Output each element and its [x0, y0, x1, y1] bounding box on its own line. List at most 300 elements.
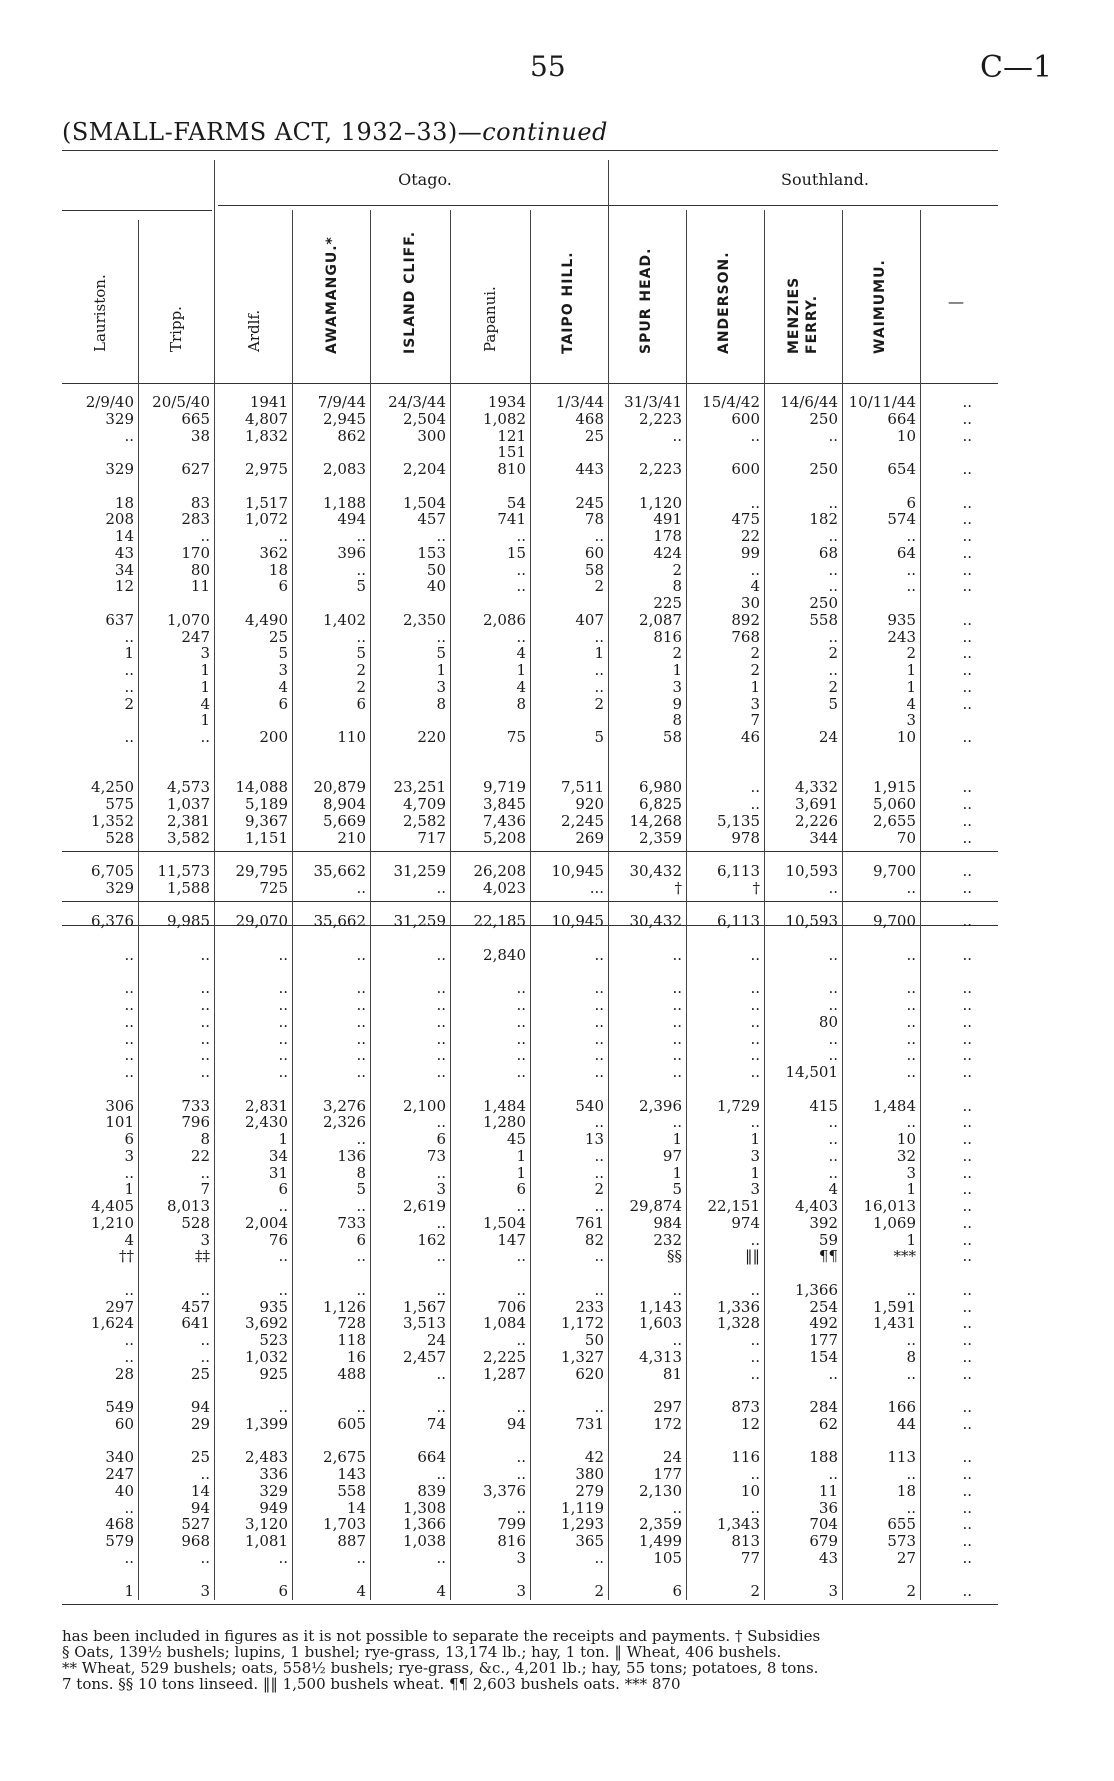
column-header: Tripp. — [167, 306, 185, 352]
table-cell: .. — [356, 1030, 366, 1048]
table-cell: 50 — [426, 561, 446, 579]
table-cell: .. — [436, 1164, 446, 1182]
table-cell: 1,210 — [91, 1214, 134, 1232]
table-cell: .. — [516, 979, 526, 997]
table-cell: .. — [828, 996, 838, 1014]
table-cell: .. — [278, 1247, 288, 1265]
table-cell: 73 — [426, 1147, 446, 1165]
table-cell: 5,060 — [873, 795, 916, 813]
table-cell: 250 — [809, 460, 838, 478]
table-cell: .. — [906, 996, 916, 1014]
table-cell: .. — [124, 628, 134, 646]
table-cell: .. — [962, 1314, 972, 1332]
table-cell: 1 — [200, 678, 210, 696]
table-cell: .. — [672, 996, 682, 1014]
table-cell: .. — [436, 1465, 446, 1483]
table-cell: 254 — [809, 1298, 838, 1316]
table-cell: .. — [906, 1046, 916, 1064]
table-cell: 9,367 — [245, 812, 288, 830]
table-cell: 7,436 — [483, 812, 526, 830]
table-cell: .. — [962, 912, 972, 930]
table-cell: 887 — [337, 1532, 366, 1550]
table-cell: 3 — [516, 1582, 526, 1600]
table-cell: 1 — [672, 1164, 682, 1182]
table-cell: 59 — [818, 1231, 838, 1249]
table-cell: .. — [124, 1348, 134, 1366]
table-cell: 1,832 — [245, 427, 288, 445]
table-cell: 31,259 — [393, 862, 446, 880]
table-cell: 637 — [105, 611, 134, 629]
table-cell: 1934 — [487, 393, 526, 411]
table-cell: 1,328 — [717, 1314, 760, 1332]
table-cell: 94 — [506, 1415, 526, 1433]
table-cell: .. — [962, 1197, 972, 1215]
table-cell: 1,287 — [483, 1365, 526, 1383]
table-cell: .. — [962, 1231, 972, 1249]
table-cell: .. — [200, 1046, 210, 1064]
table-cell: .. — [200, 1281, 210, 1299]
table-cell: 4 — [436, 1582, 446, 1600]
table-cell: 8 — [200, 1130, 210, 1148]
table-cell: .. — [594, 1013, 604, 1031]
table-cell: 1/3/44 — [555, 393, 604, 411]
table-cell: 336 — [259, 1465, 288, 1483]
table-cell: 8,904 — [323, 795, 366, 813]
table-cell: 210 — [337, 829, 366, 847]
table-cell: 4,313 — [639, 1348, 682, 1366]
table-cell: .. — [200, 1549, 210, 1567]
table-cell: .. — [828, 1147, 838, 1165]
table-cell: .. — [962, 1214, 972, 1232]
table-cell: 1,070 — [167, 611, 210, 629]
table-cell: 9,719 — [483, 778, 526, 796]
table-cell: .. — [962, 1582, 972, 1600]
table-cell: .. — [672, 1013, 682, 1031]
table-cell: 2,083 — [323, 460, 366, 478]
table-cell: 10 — [740, 1482, 760, 1500]
table-cell: 475 — [731, 510, 760, 528]
table-cell: 392 — [809, 1214, 838, 1232]
table-cell: .. — [962, 1348, 972, 1366]
table-cell: 813 — [731, 1532, 760, 1550]
table-cell: 4 — [278, 678, 288, 696]
table-cell: 340 — [105, 1448, 134, 1466]
table-cell: 12 — [740, 1415, 760, 1433]
table-cell: 1 — [516, 1164, 526, 1182]
rule-bottom — [62, 1604, 998, 1605]
table-cell: .. — [594, 946, 604, 964]
table-cell: 5 — [672, 1180, 682, 1198]
table-cell: 575 — [105, 795, 134, 813]
table-cell: .. — [516, 1281, 526, 1299]
table-cell: .. — [594, 628, 604, 646]
table-cell: 5,669 — [323, 812, 366, 830]
table-cell: .. — [750, 1348, 760, 1366]
table-cell: .. — [750, 1063, 760, 1081]
table-cell: .. — [436, 1281, 446, 1299]
table-cell: 2,457 — [403, 1348, 446, 1366]
table-cell: 2 — [594, 1180, 604, 1198]
table-cell: 457 — [417, 510, 446, 528]
table-cell: 1 — [672, 1130, 682, 1148]
table-cell: .. — [124, 1281, 134, 1299]
table-cell: .. — [962, 644, 972, 662]
table-cell: 6,113 — [717, 862, 760, 880]
table-cell: 1,517 — [245, 494, 288, 512]
table-cell: 605 — [337, 1415, 366, 1433]
table-cell: 1,120 — [639, 494, 682, 512]
table-cell: 2,226 — [795, 812, 838, 830]
table-cell: .. — [962, 1130, 972, 1148]
table-cell: .. — [124, 1164, 134, 1182]
table-cell: 16 — [346, 1348, 366, 1366]
table-cell: 80 — [818, 1013, 838, 1031]
table-cell: 3 — [278, 661, 288, 679]
table-cell: .. — [278, 996, 288, 1014]
table-cell: .. — [962, 410, 972, 428]
table-cell: 2 — [594, 695, 604, 713]
table-cell: .. — [200, 1063, 210, 1081]
table-cell: 1,172 — [561, 1314, 604, 1332]
table-cell: .. — [594, 1549, 604, 1567]
table-cell: 1,069 — [873, 1214, 916, 1232]
table-cell: .. — [200, 1164, 210, 1182]
table-cell: 2 — [672, 561, 682, 579]
table-cell: 4,332 — [795, 778, 838, 796]
table-cell: .. — [750, 946, 760, 964]
table-cell: .. — [356, 946, 366, 964]
table-cell: .. — [750, 996, 760, 1014]
table-cell: 6 — [278, 695, 288, 713]
table-cell: 627 — [181, 460, 210, 478]
table-cell: .. — [962, 1063, 972, 1081]
table-cell: .. — [906, 1281, 916, 1299]
table-cell: 23,251 — [393, 778, 446, 796]
table-cell: 8 — [906, 1348, 916, 1366]
table-cell: §§ — [667, 1247, 682, 1265]
table-cell: 799 — [497, 1515, 526, 1533]
table-cell: 1,567 — [403, 1298, 446, 1316]
table-cell: 2,359 — [639, 829, 682, 847]
table-cell: 5,208 — [483, 829, 526, 847]
table-cell: 558 — [809, 611, 838, 629]
column-header: ANDERSON. — [716, 251, 732, 354]
table-cell: 1 — [436, 661, 446, 679]
table-cell: .. — [356, 879, 366, 897]
table-cell: .. — [356, 1197, 366, 1215]
table-cell: .. — [356, 1549, 366, 1567]
table-cell: 1,280 — [483, 1113, 526, 1131]
table-cell: 6,705 — [91, 862, 134, 880]
table-cell: .. — [750, 979, 760, 997]
table-cell: 3 — [436, 678, 446, 696]
table-cell: .. — [200, 1348, 210, 1366]
rule-top — [62, 150, 998, 151]
column-header: WAIMUMU. — [872, 259, 888, 354]
table-cell: .. — [594, 1164, 604, 1182]
table-cell: 9,700 — [873, 862, 916, 880]
table-cell: .. — [436, 879, 446, 897]
column-header: AWAMANGU.* — [324, 236, 340, 354]
table-cell: .. — [828, 427, 838, 445]
table-cell: 549 — [105, 1398, 134, 1416]
table-cell: .. — [124, 678, 134, 696]
table-cell: 99 — [740, 544, 760, 562]
table-cell: 717 — [417, 829, 446, 847]
table-cell: 7/9/44 — [317, 393, 366, 411]
table-cell: 1,188 — [323, 494, 366, 512]
table-cell: .. — [516, 628, 526, 646]
table-cell: .. — [962, 1180, 972, 1198]
table-cell: 6 — [672, 1582, 682, 1600]
table-cell: 728 — [337, 1314, 366, 1332]
table-cell: .. — [436, 1046, 446, 1064]
table-cell: .. — [962, 427, 972, 445]
table-cell: 2,675 — [323, 1448, 366, 1466]
table-cell: .. — [594, 996, 604, 1014]
table-cell: 6 — [356, 695, 366, 713]
table-cell: .. — [124, 996, 134, 1014]
table-cell: 24 — [426, 1331, 446, 1349]
table-cell: 665 — [181, 410, 210, 428]
col-rule — [138, 220, 139, 1600]
table-cell: .. — [750, 778, 760, 796]
footnote-line: ** Wheat, 529 bushels; oats, 558½ bushels; rye-grass, &c., 4,201 lb.; hay, 55 tons; potatoes, 8 tons. — [62, 1659, 819, 1677]
table-cell: 143 — [337, 1465, 366, 1483]
table-cell: 5,189 — [245, 795, 288, 813]
table-cell: .. — [962, 829, 972, 847]
table-cell: .. — [356, 1130, 366, 1148]
table-cell: .. — [962, 1113, 972, 1131]
table-cell: .. — [124, 1030, 134, 1048]
table-cell: .. — [962, 879, 972, 897]
table-cell: 741 — [497, 510, 526, 528]
table-cell: 3 — [828, 1582, 838, 1600]
table-cell: 491 — [653, 510, 682, 528]
group-southland: Southland. — [781, 170, 869, 189]
table-cell: .. — [828, 979, 838, 997]
table-cell: .. — [200, 996, 210, 1014]
table-cell: 31,259 — [393, 912, 446, 930]
table-cell: 54 — [506, 494, 526, 512]
table-cell: 4,250 — [91, 778, 134, 796]
table-cell: ‡‡ — [195, 1247, 210, 1265]
table-cell: 1,504 — [483, 1214, 526, 1232]
table-cell: .. — [828, 1130, 838, 1148]
table-cell: 620 — [575, 1365, 604, 1383]
table-cell: 10 — [896, 1130, 916, 1148]
table-cell: .. — [200, 728, 210, 746]
table-cell: 94 — [190, 1499, 210, 1517]
table-cell: 1 — [906, 661, 916, 679]
table-cell: .. — [962, 695, 972, 713]
table-cell: 2,350 — [403, 611, 446, 629]
table-cell: 1 — [750, 1130, 760, 1148]
table-cell: 733 — [181, 1097, 210, 1115]
table-cell: 6,980 — [639, 778, 682, 796]
table-cell: 40 — [426, 577, 446, 595]
table-cell: 118 — [337, 1331, 366, 1349]
table-cell: 5,135 — [717, 812, 760, 830]
table-cell: 162 — [417, 1231, 446, 1249]
table-cell: 15 — [506, 544, 526, 562]
table-cell: 6 — [906, 494, 916, 512]
table-cell: 10,593 — [785, 862, 838, 880]
table-cell: 1,327 — [561, 1348, 604, 1366]
table-cell: .. — [962, 812, 972, 830]
table-cell: 7 — [200, 1180, 210, 1198]
table-cell: 457 — [181, 1298, 210, 1316]
table-cell: 768 — [731, 628, 760, 646]
table-cell: 5 — [356, 644, 366, 662]
table-cell: 26,208 — [473, 862, 526, 880]
table-cell: 83 — [190, 494, 210, 512]
table-cell: 816 — [653, 628, 682, 646]
table-cell: .. — [962, 1482, 972, 1500]
table-cell: 3 — [200, 644, 210, 662]
table-cell: .. — [594, 1113, 604, 1131]
table-cell: 1,343 — [717, 1515, 760, 1533]
table-cell: 77 — [740, 1549, 760, 1567]
table-cell: 28 — [114, 1365, 134, 1383]
table-cell: 1 — [906, 678, 916, 696]
table-cell: .. — [962, 1398, 972, 1416]
table-cell: 166 — [887, 1398, 916, 1416]
table-cell: .. — [278, 979, 288, 997]
table-cell: .. — [594, 527, 604, 545]
table-cell: .. — [750, 1113, 760, 1131]
table-cell: .. — [906, 879, 916, 897]
table-cell: .. — [962, 862, 972, 880]
table-cell: 11,573 — [157, 862, 210, 880]
table-cell: .. — [516, 1499, 526, 1517]
table-cell: .. — [200, 1030, 210, 1048]
footnote-line: 7 tons. §§ 10 tons linseed. ‖‖ 1,500 bushels wheat. ¶¶ 2,603 bushels oats. *** 870 — [62, 1675, 681, 1693]
table-cell: 1,484 — [873, 1097, 916, 1115]
column-header: Ardlf. — [245, 309, 263, 352]
table-cell: 31 — [268, 1164, 288, 1182]
table-cell: .. — [962, 778, 972, 796]
table-cell: 4,490 — [245, 611, 288, 629]
table-cell: .. — [356, 561, 366, 579]
table-cell: 2 — [356, 661, 366, 679]
table-cell: .. — [828, 1046, 838, 1064]
col-rule — [214, 160, 215, 1600]
group-otago: Otago. — [398, 170, 452, 189]
table-cell: 283 — [181, 510, 210, 528]
table-cell: 9,700 — [873, 912, 916, 930]
table-cell: .. — [962, 628, 972, 646]
table-cell: 2,359 — [639, 1515, 682, 1533]
table-cell: 4 — [516, 644, 526, 662]
table-cell: 44 — [896, 1415, 916, 1433]
table-cell: 2,840 — [483, 946, 526, 964]
table-cell: 443 — [575, 460, 604, 478]
table-cell: 1,143 — [639, 1298, 682, 1316]
table-cell: 97 — [662, 1147, 682, 1165]
table-cell: 3,845 — [483, 795, 526, 813]
table-cell: .. — [750, 1030, 760, 1048]
table-cell: 4 — [828, 1180, 838, 1198]
col-rule — [764, 210, 765, 1600]
table-cell: 30,432 — [629, 912, 682, 930]
table-cell: 1 — [672, 661, 682, 679]
table-cell: 29,070 — [235, 912, 288, 930]
table-cell: 5 — [436, 644, 446, 662]
table-cell: 75 — [506, 728, 526, 746]
table-cell: .. — [828, 879, 838, 897]
column-header-blank: — — [948, 292, 964, 311]
table-cell: .. — [594, 1398, 604, 1416]
table-cell: 31/3/41 — [624, 393, 682, 411]
col-rule — [292, 210, 293, 1600]
table-cell: .. — [672, 427, 682, 445]
table-cell: 11 — [190, 577, 210, 595]
table-cell: .. — [962, 1030, 972, 1048]
table-cell: .. — [750, 1331, 760, 1349]
table-cell: .. — [594, 1030, 604, 1048]
table-cell: 300 — [417, 427, 446, 445]
table-cell: 5 — [356, 1180, 366, 1198]
table-cell: 1 — [278, 1130, 288, 1148]
table-cell: 873 — [731, 1398, 760, 1416]
table-cell: 1,126 — [323, 1298, 366, 1316]
table-cell: 101 — [105, 1113, 134, 1131]
table-cell: .. — [594, 1281, 604, 1299]
table-cell: 2 — [750, 661, 760, 679]
table-cell: .. — [906, 1013, 916, 1031]
table-cell: 2 — [124, 695, 134, 713]
table-cell: 3 — [906, 1164, 916, 1182]
table-cell: 925 — [259, 1365, 288, 1383]
table-cell: 2 — [594, 1582, 604, 1600]
table-cell: 679 — [809, 1532, 838, 1550]
report-code: C—1 — [980, 50, 1053, 85]
table-cell: 243 — [887, 628, 916, 646]
table-cell: 574 — [887, 510, 916, 528]
table-cell: .. — [962, 1515, 972, 1533]
table-cell: .. — [516, 1331, 526, 1349]
table-cell: .. — [124, 1331, 134, 1349]
table-cell: .. — [962, 1147, 972, 1165]
table-cell: 250 — [809, 410, 838, 428]
table-cell: .. — [750, 561, 760, 579]
table-cell: 978 — [731, 829, 760, 847]
table-cell: .. — [594, 678, 604, 696]
table-cell: 816 — [497, 1532, 526, 1550]
table-cell: 424 — [653, 544, 682, 562]
table-cell: 6 — [516, 1180, 526, 1198]
table-cell: 329 — [105, 410, 134, 428]
table-cell: 2,326 — [323, 1113, 366, 1131]
table-cell: 34 — [268, 1147, 288, 1165]
table-cell: 968 — [181, 1532, 210, 1550]
table-cell: 362 — [259, 544, 288, 562]
table-cell: 600 — [731, 410, 760, 428]
table-cell: .. — [962, 611, 972, 629]
table-cell: 24 — [662, 1448, 682, 1466]
table-cell: 113 — [887, 1448, 916, 1466]
table-cell: 32 — [896, 1147, 916, 1165]
table-cell: 573 — [887, 1532, 916, 1550]
table-cell: † — [674, 879, 682, 897]
table-cell: 3,692 — [245, 1314, 288, 1332]
table-cell: 1,729 — [717, 1097, 760, 1115]
table-cell: 4,573 — [167, 778, 210, 796]
table-cell: 2,087 — [639, 611, 682, 629]
col-rule — [370, 210, 371, 1600]
table-cell: 1,588 — [167, 879, 210, 897]
